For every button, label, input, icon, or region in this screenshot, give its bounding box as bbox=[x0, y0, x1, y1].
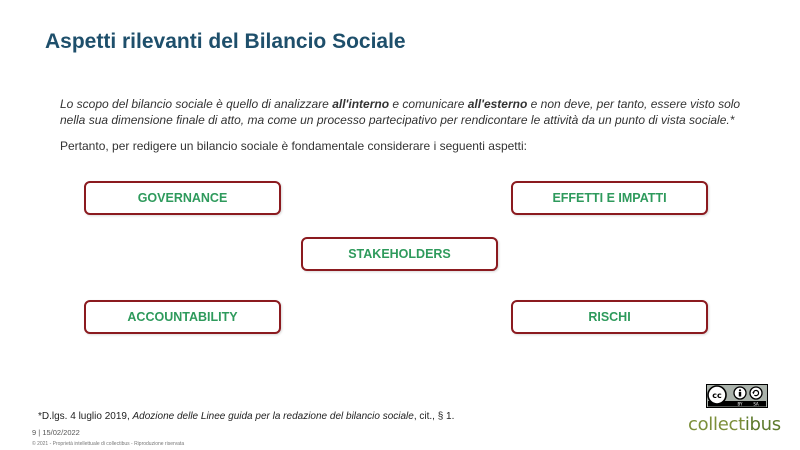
aspect-box-rischi bbox=[511, 300, 708, 334]
lead-paragraph: Pertanto, per redigere un bilancio sociale è fondamentale considerare i seguenti aspetti: bbox=[60, 139, 527, 153]
footnote-text-1: *D.lgs. 4 luglio 2019, bbox=[38, 411, 133, 422]
intro-bold-2: all'esterno bbox=[467, 97, 528, 111]
aspect-box-accountability bbox=[84, 300, 281, 334]
license-sa-label: SA bbox=[753, 401, 759, 407]
aspect-label: STAKEHOLDERS bbox=[348, 247, 451, 261]
page-number: 9 bbox=[32, 428, 37, 437]
license-by-label: BY bbox=[737, 401, 743, 407]
aspect-label: RISCHI bbox=[588, 310, 631, 324]
intro-text-2: e comunicare bbox=[389, 97, 468, 111]
slide-title: Aspetti rilevanti del Bilancio Sociale bbox=[45, 30, 406, 53]
intro-paragraph bbox=[60, 96, 760, 128]
intro-text-1: Lo scopo del bilancio sociale è quello di analizzare bbox=[60, 97, 333, 111]
intro-text-3: e non deve, per tanto, essere visto solo nella sua dimensione finale di atto, ma come un processo partecipativo per rendicontare le attività da un punto di vista sociale.* bbox=[60, 97, 741, 127]
footnote bbox=[38, 411, 454, 422]
page-separator: | bbox=[38, 428, 41, 437]
slide-date: 15/02/2022 bbox=[42, 428, 80, 437]
intro-bold-1: all'interno bbox=[332, 97, 390, 111]
footnote-title: Adozione delle Linee guida per la redazione del bilancio sociale bbox=[132, 411, 414, 422]
svg-text:cc: cc bbox=[712, 390, 722, 400]
aspect-box-stakeholders bbox=[301, 237, 498, 271]
aspect-label: EFFETTI E IMPATTI bbox=[552, 191, 667, 205]
footnote-text-2: , cit., § 1. bbox=[413, 411, 455, 422]
collectibus-logo bbox=[688, 414, 781, 435]
aspect-label: GOVERNANCE bbox=[137, 191, 228, 205]
page-info bbox=[32, 428, 80, 437]
aspect-label: ACCOUNTABILITY bbox=[127, 310, 238, 324]
aspect-box-effetti bbox=[511, 181, 708, 215]
copyright-note: © 2021 - Proprietà intellettuale di collectibus - Riproduzione riservata bbox=[32, 441, 185, 447]
logo-text-2: ibus bbox=[744, 414, 781, 435]
aspect-box-governance bbox=[84, 181, 281, 215]
logo-text-1: collect bbox=[688, 414, 745, 435]
cc-license-icon bbox=[706, 384, 768, 408]
